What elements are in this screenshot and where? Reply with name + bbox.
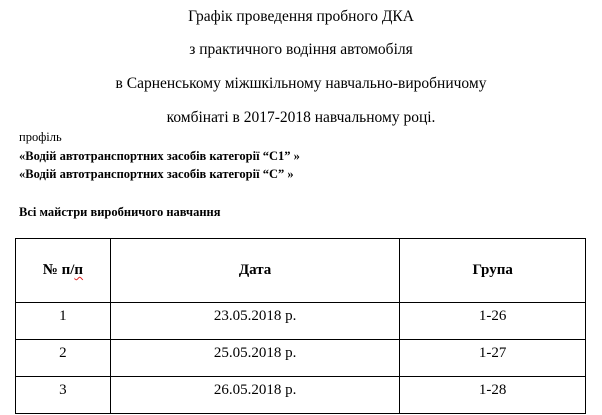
row-group: 1-27: [400, 340, 586, 377]
table-row: [16, 377, 586, 414]
table-header-row: [16, 239, 586, 303]
title-line-1: Графік проведення пробного ДКА: [188, 8, 414, 25]
row-number: 2: [16, 340, 111, 377]
row-date: 25.05.2018 р.: [110, 340, 400, 377]
title-line-4: комбінаті в 2017-2018 навчальному році.: [166, 109, 436, 126]
header-number: [16, 239, 111, 303]
header-group: Група: [400, 239, 586, 303]
row-group: 1-28: [400, 377, 586, 414]
table-row: [16, 340, 586, 377]
row-number: 3: [16, 377, 111, 414]
title-line-3: в Сарненському міжшкільному навчально-виробничому: [115, 75, 487, 92]
profile-category-c1: «Водій автотранспортних засобів категорії “С1” »: [19, 149, 300, 163]
row-group: 1-26: [400, 303, 586, 340]
row-date: 26.05.2018 р.: [110, 377, 400, 414]
schedule-table: [15, 238, 586, 414]
profile-category-c: «Водій автотранспортних засобів категорії “С” »: [19, 167, 294, 181]
row-number: 1: [16, 303, 111, 340]
header-number-suffix: п: [74, 262, 84, 278]
header-date: Дата: [110, 239, 400, 303]
profile-label: профіль: [19, 130, 62, 144]
masters-note: Всі майстри виробничого навчання: [19, 205, 221, 219]
row-date: 23.05.2018 р.: [110, 303, 400, 340]
title-line-2: з практичного водіння автомобіля: [189, 41, 413, 58]
header-number-prefix: № п/: [42, 262, 75, 278]
table-row: [16, 303, 586, 340]
